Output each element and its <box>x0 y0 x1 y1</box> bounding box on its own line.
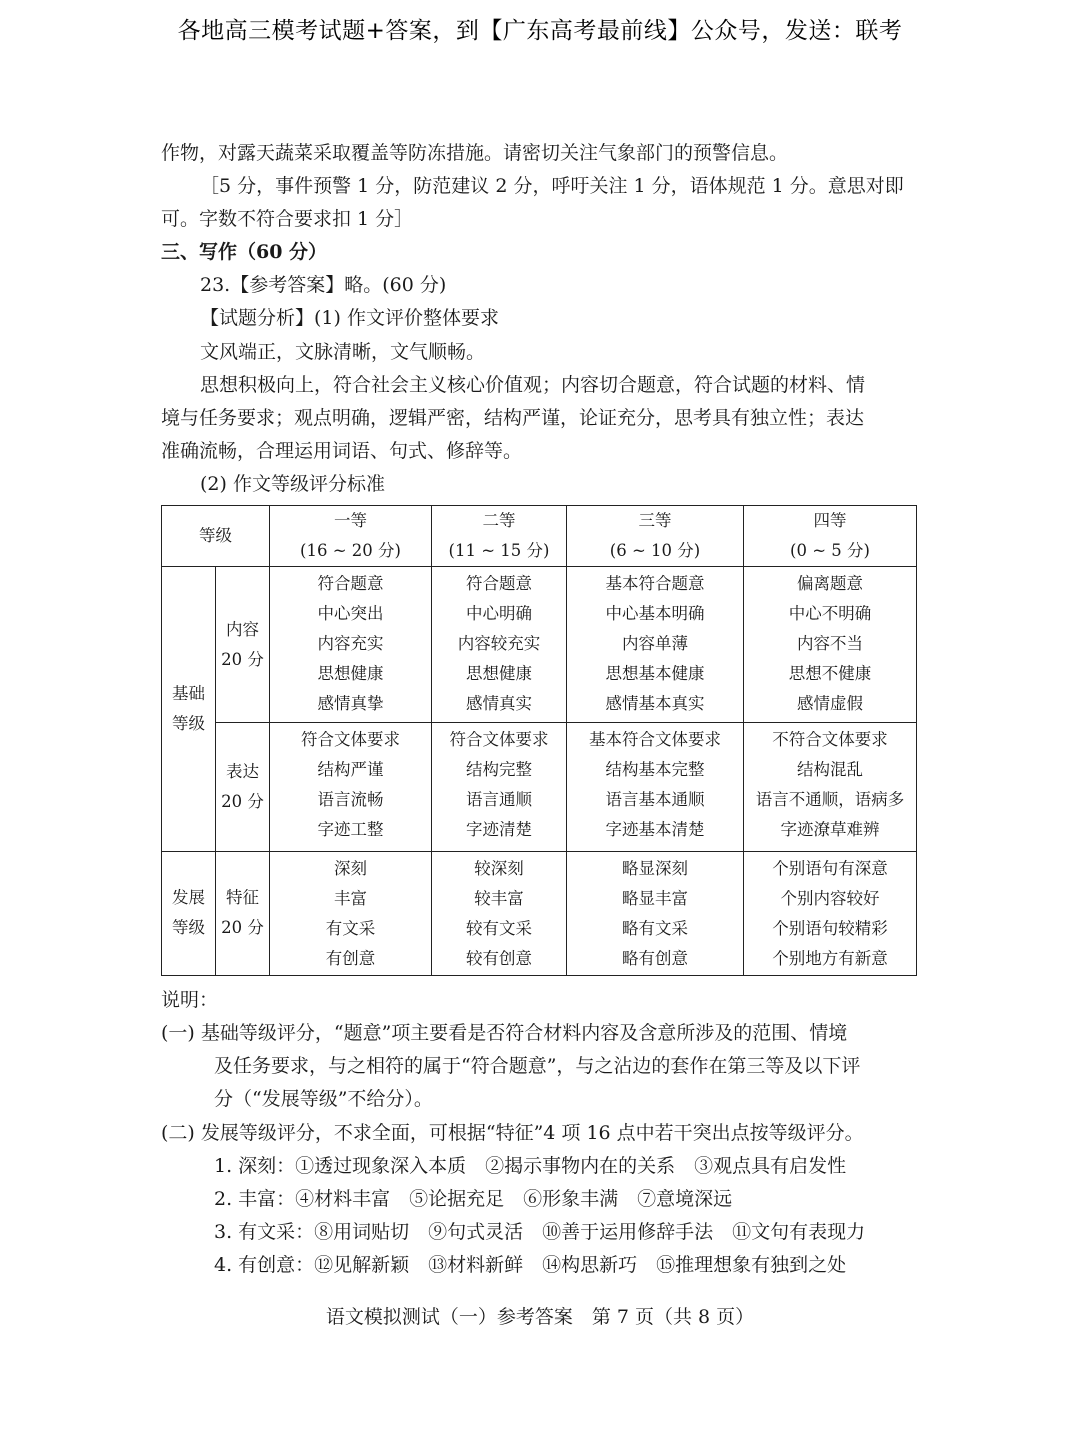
analysis-paragraph-2-line-1: 思想积极向上，符合社会主义核心价值观；内容切合题意，符合试题的材料、情 <box>200 374 866 396</box>
note-1-line-3: 分（“发展等级”不给分）。 <box>214 1088 433 1110</box>
note-2: (二) 发展等级评分，不求全面，可根据“特征”4 项 16 点中若干突出点按等级评分。 <box>161 1122 864 1144</box>
content-grade-3: 基本符合题意 中心基本明确 内容单薄 思想基本健康 感情基本真实 <box>567 567 744 723</box>
develop-level-label: 发展 等级 <box>162 851 216 975</box>
feature-grade-3: 略显深刻 略显丰富 略有文采 略有创意 <box>567 851 744 975</box>
feature-label: 特征 20 分 <box>216 851 270 975</box>
feature-item-creative: 4. 有创意：⑫见解新颖 ⑬材料新鲜 ⑭构思新巧 ⑮推理想象有独到之处 <box>214 1254 847 1276</box>
header-grade-3: 三等 (6 ~ 10 分) <box>567 506 744 567</box>
scoring-note-line-1: ［5 分，事件预警 1 分，防范建议 2 分，呼吁关注 1 分，语体规范 1 分。意思对即 <box>200 175 904 197</box>
reference-answer: 23.【参考答案】略。(60 分) <box>200 274 447 296</box>
feature-grade-2: 较深刻 较丰富 较有文采 较有创意 <box>432 851 567 975</box>
section-heading-writing: 三、写作（60 分） <box>161 241 328 263</box>
note-1-line-1: (一) 基础等级评分，“题意”项主要看是否符合材料内容及含意所涉及的范围、情境 <box>161 1022 848 1044</box>
table-row-expression <box>162 723 917 851</box>
expression-grade-1: 符合文体要求 结构严谨 语言流畅 字迹工整 <box>270 723 432 851</box>
content-grade-4: 偏离题意 中心不明确 内容不当 思想不健康 感情虚假 <box>744 567 917 723</box>
header-level-cell: 等级 <box>162 506 270 567</box>
header-grade-2: 二等 (11 ~ 15 分) <box>432 506 567 567</box>
page-footer: 语文模拟测试（一）参考答案 第 7 页（共 8 页） <box>325 1306 755 1328</box>
content-label: 内容 20 分 <box>216 567 270 723</box>
expression-grade-2: 符合文体要求 结构完整 语言通顺 字迹清楚 <box>432 723 567 851</box>
feature-item-deep: 1. 深刻：①透过现象深入本质 ②揭示事物内在的关系 ③观点具有启发性 <box>214 1155 847 1177</box>
notes-title: 说明： <box>161 989 219 1011</box>
analysis-paragraph-2-line-3: 准确流畅，合理运用词语、句式、修辞等。 <box>161 440 523 462</box>
note-1-line-2: 及任务要求，与之相符的属于“符合题意”，与之沾边的套作在第三等及以下评 <box>214 1055 861 1077</box>
analysis-paragraph-1: 文风端正，文脉清晰，文气顺畅。 <box>200 341 486 363</box>
content-grade-2: 符合题意 中心明确 内容较充实 思想健康 感情真实 <box>432 567 567 723</box>
expression-grade-3: 基本符合文体要求 结构基本完整 语言基本通顺 字迹基本清楚 <box>567 723 744 851</box>
table-row-content <box>162 567 917 723</box>
intro-line: 作物，对露天蔬菜采取覆盖等防冻措施。请密切关注气象部门的预警信息。 <box>161 142 789 164</box>
promo-banner: 各地高三模考试题+答案，到【广东高考最前线】公众号，发送：联考 <box>177 18 903 44</box>
basic-level-label: 基础 等级 <box>162 567 216 852</box>
header-grade-4: 四等 (0 ~ 5 分) <box>744 506 917 567</box>
content-grade-1: 符合题意 中心突出 内容充实 思想健康 感情真挚 <box>270 567 432 723</box>
feature-item-rich: 2. 丰富：④材料丰富 ⑤论据充足 ⑥形象丰满 ⑦意境深远 <box>214 1188 733 1210</box>
table-row-feature <box>162 851 917 975</box>
analysis-heading: 【试题分析】(1) 作文评价整体要求 <box>200 307 499 329</box>
table-header-row <box>162 506 917 567</box>
expression-label: 表达 20 分 <box>216 723 270 851</box>
feature-grade-1: 深刻 丰富 有文采 有创意 <box>270 851 432 975</box>
analysis-paragraph-2-line-2: 境与任务要求；观点明确，逻辑严密，结构严谨，论证充分，思考具有独立性；表达 <box>161 407 865 429</box>
feature-grade-4: 个别语句有深意 个别内容较好 个别语句较精彩 个别地方有新意 <box>744 851 917 975</box>
expression-grade-4: 不符合文体要求 结构混乱 语言不通顺，语病多 字迹潦草难辨 <box>744 723 917 851</box>
grading-table <box>161 505 917 976</box>
scoring-note-line-2: 可。字数不符合要求扣 1 分］ <box>161 208 414 230</box>
header-grade-1: 一等 (16 ~ 20 分) <box>270 506 432 567</box>
grading-standard-heading: (2) 作文等级评分标准 <box>200 473 385 495</box>
feature-item-literary: 3. 有文采：⑧用词贴切 ⑨句式灵活 ⑩善于运用修辞手法 ⑪文句有表现力 <box>214 1221 866 1243</box>
